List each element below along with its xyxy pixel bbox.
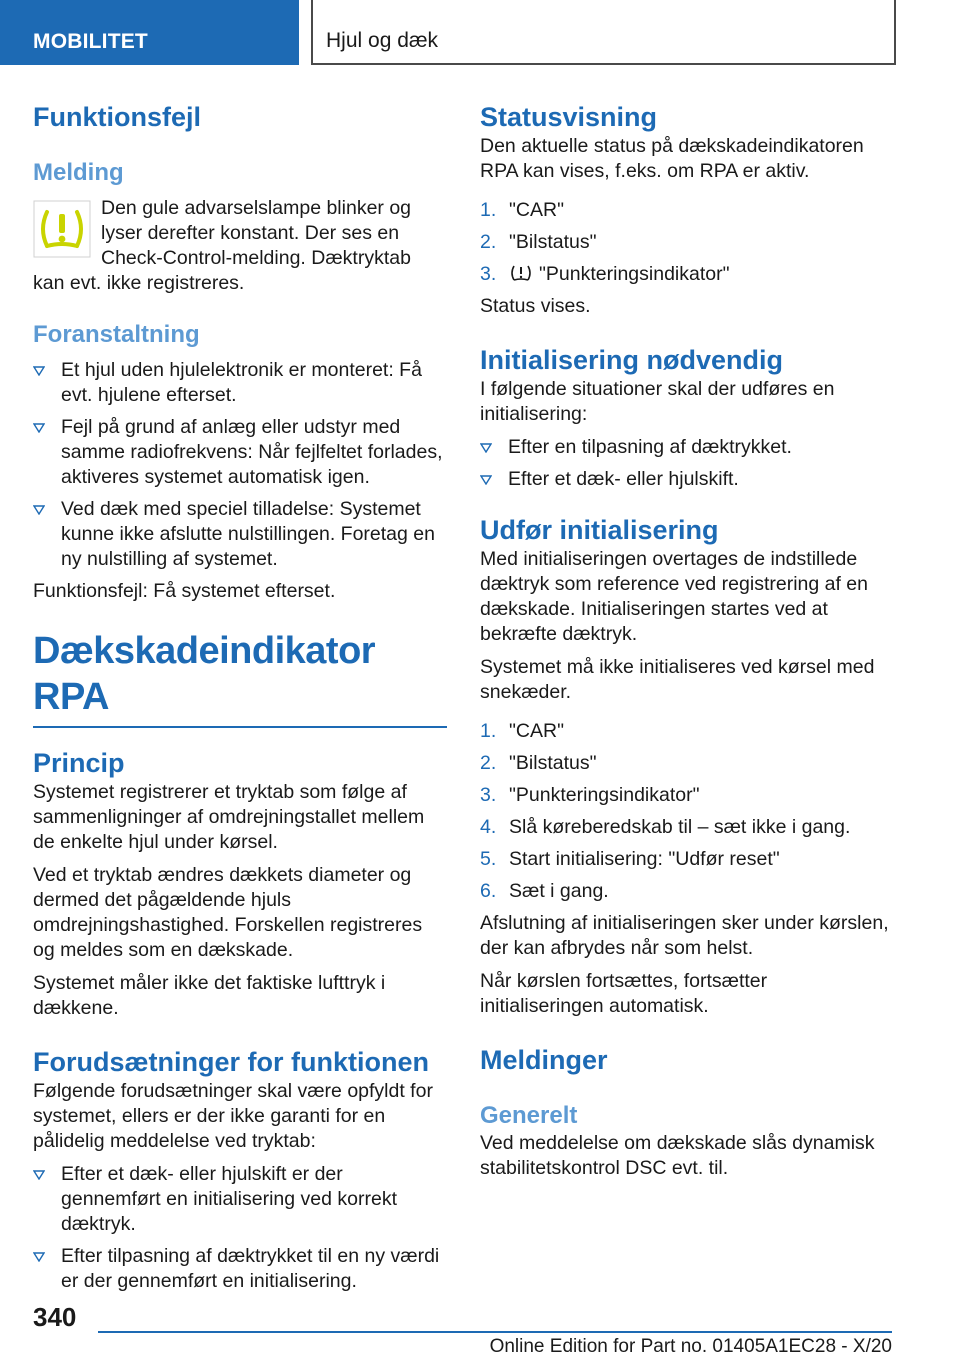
measures-list xyxy=(33,358,447,572)
perform-para: Systemet må ikke initialiseres ved kørsel med snekæder. xyxy=(480,656,875,703)
footer-divider xyxy=(98,1331,892,1333)
init-needed-intro: I følgende situationer skal der udføres en initialisering: xyxy=(480,378,835,425)
list-item: 1. "CAR" xyxy=(480,720,565,742)
list-item: 3. "Punkteringsindikator" xyxy=(480,263,730,285)
list-item: 4. Slå køreberedskab til – sæt ikke i gang. xyxy=(480,816,851,838)
left-column xyxy=(33,100,447,1301)
rpa-title: Dækskadeindikator RPA xyxy=(33,628,447,728)
measures-heading: Foranstaltning xyxy=(33,321,200,348)
status-heading: Statusvisning xyxy=(480,102,658,132)
init-needed-list xyxy=(480,435,892,492)
malfunction-heading: Funktionsfejl xyxy=(33,102,201,132)
status-steps xyxy=(480,198,892,287)
header-section-tab xyxy=(0,0,299,65)
list-item: Efter et dæk- eller hjulskift er der gennemført en initialisering ved korrekt dæktryk. xyxy=(33,1162,447,1237)
list-item: Efter en tilpasning af dæktrykket. xyxy=(480,435,892,460)
list-item: 6. Sæt i gang. xyxy=(480,880,609,902)
triangle-bullet-icon xyxy=(33,423,45,433)
requirements-list xyxy=(33,1162,447,1294)
general-text: Ved meddelelse om dækskade slås dynamisk stabilitetskontrol DSC evt. til. xyxy=(480,1132,875,1179)
right-column xyxy=(480,100,892,1181)
edition-text: Online Edition for Part no. 01405A1EC28 - X/20 xyxy=(489,1336,892,1357)
list-item: Efter tilpasning af dæktrykket til en ny værdi er der gennemført en initialisering. xyxy=(33,1244,447,1294)
list-item: 5. Start initialisering: "Udfør reset" xyxy=(480,848,780,870)
list-item: Efter et dæk- eller hjulskift. xyxy=(480,467,892,492)
status-after: Status vises. xyxy=(480,295,591,317)
perform-after: Når kørslen fortsættes, fortsætter initialiseringen automatisk. xyxy=(480,970,768,1017)
triangle-bullet-icon xyxy=(480,443,492,453)
messages-heading: Meldinger xyxy=(480,1045,608,1075)
perform-heading: Udfør initialisering xyxy=(480,515,719,545)
principle-para: Ved et tryktab ændres dækkets diameter og dermed det pågældende hjuls omdrejningshastighed. Forskellen registreres og meldes som en dækskade. xyxy=(33,864,423,961)
list-item: 1. "CAR" xyxy=(480,199,565,221)
perform-para: Med initialiseringen overtages de indstillede dæktryk som reference ved registrering af en dækskade. Initialiseringen startes ved at bekræfte dæktryk. xyxy=(480,548,869,645)
header-section-label: MOBILITET xyxy=(33,30,148,53)
triangle-bullet-icon xyxy=(33,1252,45,1262)
list-item: 2. "Bilstatus" xyxy=(480,231,597,253)
requirements-intro: Følgende forudsætninger skal være opfyldt for systemet, ellers er der ikke garanti for en pålidelig meddelelse ved tryktab: xyxy=(33,1080,433,1152)
triangle-bullet-icon xyxy=(480,475,492,485)
perform-steps xyxy=(480,719,892,904)
list-item: Ved dæk med speciel tilladelse: Systemet kunne ikke afslutte nulstillingen. Foretag en ny nulstilling af systemet. xyxy=(33,497,447,572)
list-item: 2. "Bilstatus" xyxy=(480,752,597,774)
status-intro: Den aktuelle status på dækskadeindikatoren RPA kan vises, f.eks. om RPA er aktiv. xyxy=(480,135,864,182)
malfunction-note: Funktionsfejl: Få systemet efterset. xyxy=(33,580,336,602)
principle-para: Systemet måler ikke det faktiske lufttryk i dækkene. xyxy=(33,972,386,1019)
init-needed-heading: Initialisering nødvendig xyxy=(480,345,784,375)
principle-para: Systemet registrerer et tryktab som følge af sammenligninger af omdrejningstallet mellem de enkelte hjul under kørsel. xyxy=(33,781,425,853)
tire-pressure-warning-icon xyxy=(33,200,91,258)
list-item: 3. "Punkteringsindikator" xyxy=(480,784,700,806)
header-chapter-tab xyxy=(311,0,896,65)
triangle-bullet-icon xyxy=(33,1170,45,1180)
triangle-bullet-icon xyxy=(33,366,45,376)
list-item: Fejl på grund af anlæg eller udstyr med samme radiofrekvens: Når fejlfeltet forlades, aktiveres systemet automatisk igen. xyxy=(33,415,447,490)
header-chapter-label: Hjul og dæk xyxy=(326,29,439,52)
general-heading: Generelt xyxy=(480,1102,578,1129)
requirements-heading: Forudsætninger for funktionen xyxy=(33,1047,429,1077)
list-item: Et hjul uden hjulelektronik er monteret: Få evt. hjulene efterset. xyxy=(33,358,447,408)
message-heading: Melding xyxy=(33,159,124,186)
warning-message-block xyxy=(33,196,447,296)
page-number: 340 xyxy=(33,1302,77,1332)
message-text: Den gule advarselslampe blinker og lyser derefter konstant. Der ses en Check-Control-melding. Dæktryktab kan evt. ikke registreres. xyxy=(33,197,412,294)
principle-heading: Princip xyxy=(33,748,125,778)
triangle-bullet-icon xyxy=(33,505,45,515)
tire-warning-icon xyxy=(509,263,533,283)
perform-after: Afslutning af initialiseringen sker under kørslen, der kan afbrydes når som helst. xyxy=(480,912,889,959)
